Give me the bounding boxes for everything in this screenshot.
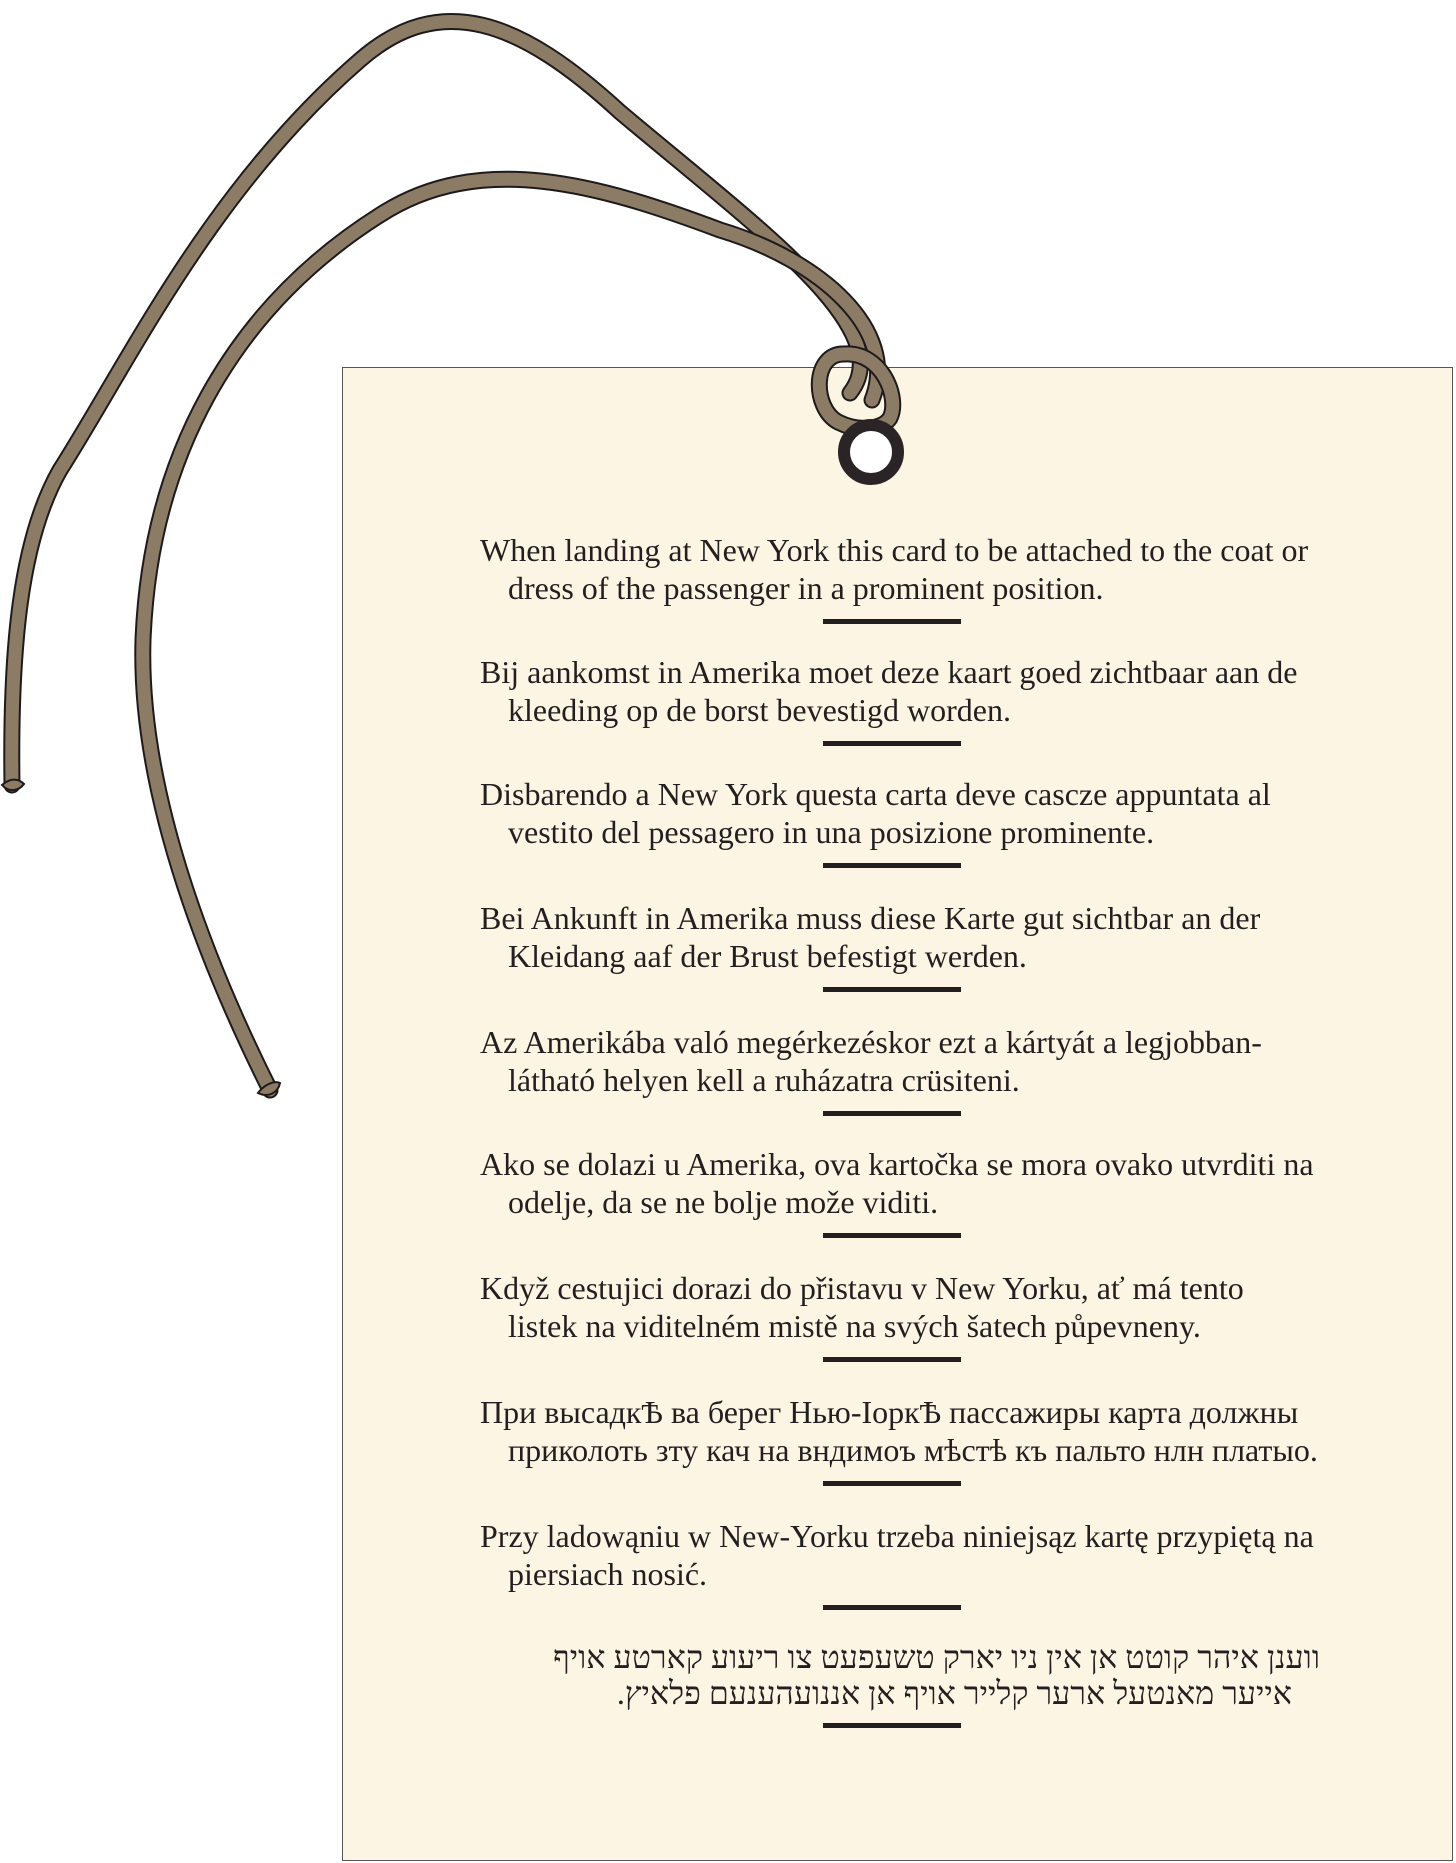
notice-hungarian — [480, 992, 1320, 1116]
notice-english — [480, 531, 1320, 624]
notice-hungarian-text: Az Amerikába való megérkezéskor ezt a kártyát a legjobban-látható helyen kell a ruházatra crüsiteni. — [480, 1024, 1262, 1098]
notice-yiddish — [480, 1610, 1320, 1728]
notice-russian-text: При высадкѢ ва берег Нью-IоркѢ пассажиры карта должны приколоть зту кач на вндимоъ мѣстѣ къ пальто нлн платыо. — [480, 1394, 1318, 1468]
notice-czech — [480, 1238, 1320, 1362]
notice-italian-text: Disbarendo a New York questa carta deve cascze appuntata al vestito del pessagero in una posizione prominente. — [480, 776, 1271, 850]
tag-eyelet — [838, 419, 904, 485]
notice-russian — [480, 1362, 1320, 1486]
notice-serbo-croatian-text: Ako se dolazi u Amerika, ova kartočka se mora ovako utvrditi na odelje, da se ne bolje može viditi. — [480, 1146, 1314, 1220]
notice-serbo-croatian — [480, 1116, 1320, 1238]
notice-yiddish-text: ווענן איהר קוטט אן אין ניו יארק טשעפעט צו ריעוע קארטע אויף אייער מאנטעל ארער קלייר אויף אן אננועהענעם פלאיץ. — [553, 1639, 1320, 1711]
divider — [823, 1723, 961, 1728]
notice-dutch-text: Bij aankomst in Amerika moet deze kaart goed zichtbaar aan de kleeding op de borst bevestigd worden. — [480, 654, 1298, 728]
notice-dutch — [480, 624, 1320, 746]
notice-list — [480, 531, 1320, 1728]
notice-italian — [480, 746, 1320, 868]
notice-czech-text: Když cestujici dorazi do přistavu v New Yorku, ať má tento listek na viditelném mistě na svých šatech půpevneny. — [480, 1270, 1244, 1344]
notice-english-text: When landing at New York this card to be attached to the coat or dress of the passenger in a prominent position. — [480, 532, 1309, 606]
notice-german — [480, 868, 1320, 992]
notice-german-text: Bei Ankunft in Amerika muss diese Karte gut sichtbar an der Kleidang aaf der Brust befestigt werden. — [480, 900, 1261, 974]
notice-polish-text: Przy ladowąniu w New-Yorku trzeba niniejsąz kartę przypiętą na piersiach nosić. — [480, 1518, 1314, 1592]
notice-polish — [480, 1486, 1320, 1610]
